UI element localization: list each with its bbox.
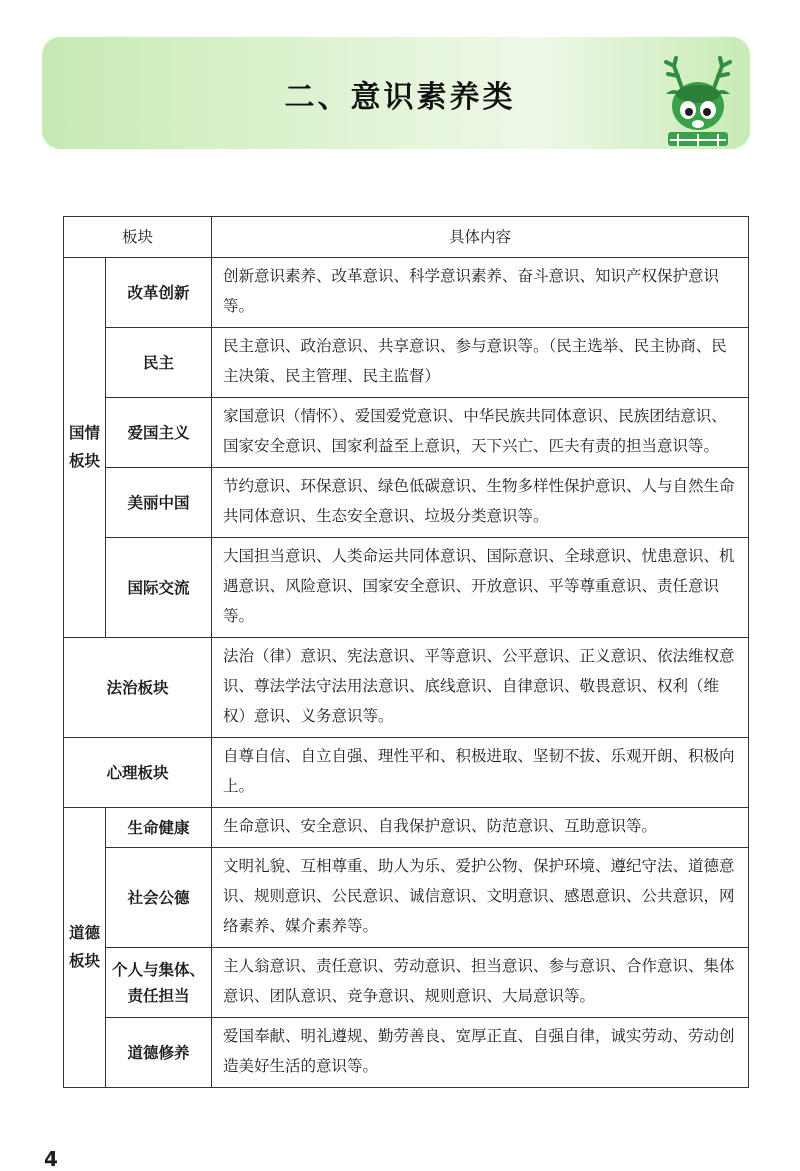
category-moral: 道德板块 — [64, 808, 106, 1088]
subcategory-label: 个人与集体、责任担当 — [106, 948, 212, 1018]
subcategory-label: 民主 — [106, 328, 212, 398]
subcategory-label: 爱国主义 — [106, 398, 212, 468]
content-cell: 节约意识、环保意识、绿色低碳意识、生物多样性保护意识、人与自然生命共同体意识、生态安全意识、垃圾分类意识等。 — [212, 468, 749, 538]
table-row — [64, 468, 749, 538]
header-section: 板块 — [64, 217, 212, 258]
page-title: 二、意识素养类 — [284, 80, 516, 115]
subcategory-label: 社会公德 — [106, 848, 212, 948]
category-national: 国情板块 — [64, 258, 106, 638]
subcategory-label: 国际交流 — [106, 538, 212, 638]
table-row — [64, 638, 749, 738]
table-row — [64, 948, 749, 1018]
table-row — [64, 1018, 749, 1088]
content-cell: 创新意识素养、改革意识、科学意识素养、奋斗意识、知识产权保护意识等。 — [212, 258, 749, 328]
header-row — [64, 217, 749, 258]
table-row — [64, 808, 749, 848]
category-psych: 心理板块 — [64, 738, 212, 808]
page-number: 4 — [44, 1147, 58, 1171]
table-row — [64, 848, 749, 948]
table-row — [64, 398, 749, 468]
subcategory-label: 美丽中国 — [106, 468, 212, 538]
content-cell: 家国意识（情怀）、爱国爱党意识、中华民族共同体意识、民族团结意识、国家安全意识、国家利益至上意识，天下兴亡、匹夫有责的担当意识等。 — [212, 398, 749, 468]
content-cell: 生命意识、安全意识、自我保护意识、防范意识、互助意识等。 — [212, 808, 749, 848]
table-row — [64, 258, 749, 328]
deer-mascot-icon — [652, 56, 744, 154]
subcategory-label: 生命健康 — [106, 808, 212, 848]
content-cell: 民主意识、政治意识、共享意识、参与意识等。（民主选举、民主协商、民主决策、民主管理、民主监督） — [212, 328, 749, 398]
subcategory-label: 道德修养 — [106, 1018, 212, 1088]
table-row — [64, 538, 749, 638]
content-cell: 爱国奉献、明礼遵规、勤劳善良、宽厚正直、自强自律，诚实劳动、劳动创造美好生活的意识等。 — [212, 1018, 749, 1088]
content-cell: 主人翁意识、责任意识、劳动意识、担当意识、参与意识、合作意识、集体意识、团队意识、竞争意识、规则意识、大局意识等。 — [212, 948, 749, 1018]
table-row — [64, 738, 749, 808]
content-cell: 法治（律）意识、宪法意识、平等意识、公平意识、正义意识、依法维权意识、尊法学法守法用法意识、底线意识、自律意识、敬畏意识、权利（维权）意识、义务意识等。 — [212, 638, 749, 738]
header-content: 具体内容 — [212, 217, 749, 258]
content-table — [63, 216, 749, 1088]
content-cell: 大国担当意识、人类命运共同体意识、国际意识、全球意识、忧患意识、机遇意识、风险意识、国家安全意识、开放意识、平等尊重意识、责任意识等。 — [212, 538, 749, 638]
content-cell: 自尊自信、自立自强、理性平和、积极进取、坚韧不拔、乐观开朗、积极向上。 — [212, 738, 749, 808]
category-law: 法治板块 — [64, 638, 212, 738]
subcategory-label: 改革创新 — [106, 258, 212, 328]
table-row — [64, 328, 749, 398]
content-cell: 文明礼貌、互相尊重、助人为乐、爱护公物、保护环境、遵纪守法、道德意识、规则意识、公民意识、诚信意识、文明意识、感恩意识、公共意识，网络素养、媒介素养等。 — [212, 848, 749, 948]
